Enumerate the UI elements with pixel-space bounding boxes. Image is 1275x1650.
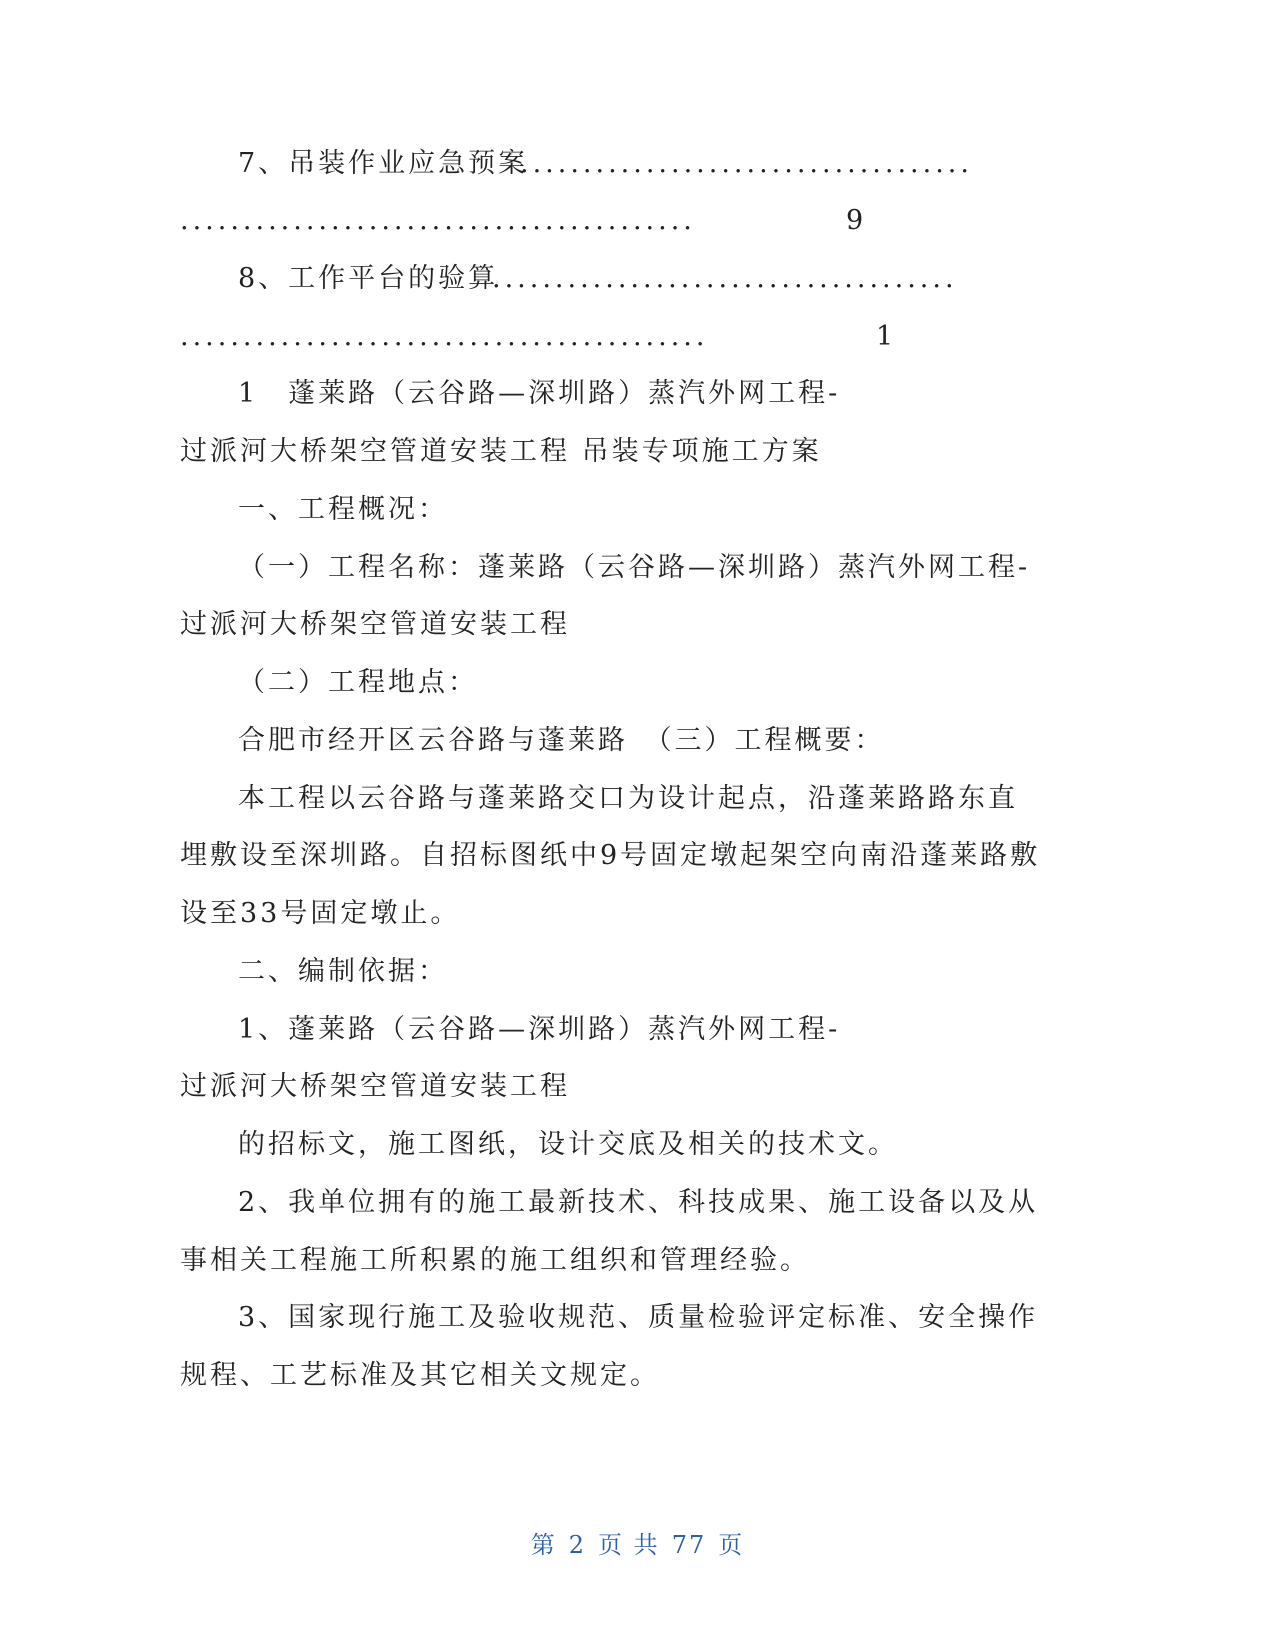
basis-item-1-line-3: 的招标文，施工图纸，设计交底及相关的技术文。 [238, 1129, 898, 1160]
toc-item-8-page-number: 1 [876, 321, 897, 352]
toc-item-7-leader-dots: .................................... [520, 148, 973, 179]
project-summary-line-3: 设至33号固定墩止。 [180, 898, 461, 929]
document-title-line-2: 过派河大桥架空管道安装工程 吊装专项施工方案 [180, 436, 822, 467]
section-2-heading: 二、编制依据： [238, 956, 448, 987]
basis-item-3-line-2: 规程、工艺标准及其它相关文规定。 [180, 1360, 660, 1391]
toc-item-7-page-number: 9 [846, 205, 867, 236]
toc-item-7-leader-dots-continued: ......................................... [180, 205, 696, 236]
project-name-line-2: 过派河大桥架空管道安装工程 [180, 609, 570, 640]
project-location-line: 合肥市经开区云谷路与蓬莱路 （三）工程概要： [238, 725, 885, 756]
toc-item-8-leader-dots: ..................................... [492, 263, 958, 294]
footer-current-page: 2 [568, 1531, 587, 1559]
project-location-heading: （二）工程地点： [238, 667, 478, 698]
project-summary-line-2: 埋敷设至深圳路。自招标图纸中9号固定墩起架空向南沿蓬莱路敷 [180, 840, 1041, 871]
basis-item-1-line-1: 1、蓬莱路（云谷路—深圳路）蒸汽外网工程- [238, 1014, 841, 1045]
toc-item-7-label: 7、吊装作业应急预案 [238, 148, 529, 179]
footer-middle: 页 共 [598, 1531, 660, 1559]
project-summary-line-1: 本工程以云谷路与蓬莱路交口为设计起点，沿蓬莱路路东直 [238, 783, 1018, 814]
project-name-line-1: （一）工程名称：蓬莱路（云谷路—深圳路）蒸汽外网工程- [238, 552, 1031, 583]
footer-total-pages: 77 [671, 1531, 707, 1559]
toc-item-8-label: 8、工作平台的验算 [238, 263, 499, 294]
page-footer [0, 1525, 1275, 1560]
footer-suffix: 页 [718, 1531, 745, 1559]
basis-item-2-line-1: 2、我单位拥有的施工最新技术、科技成果、施工设备以及从 [238, 1187, 1039, 1218]
basis-item-2-line-2: 事相关工程施工所积累的施工组织和管理经验。 [180, 1245, 810, 1276]
section-1-heading: 一、工程概况： [238, 494, 448, 525]
toc-item-8-leader-dots-continued: .......................................... [180, 321, 709, 352]
document-title-line-1: 1 蓬莱路（云谷路—深圳路）蒸汽外网工程- [238, 378, 841, 409]
basis-item-1-line-2: 过派河大桥架空管道安装工程 [180, 1071, 570, 1102]
footer-prefix: 第 [530, 1531, 557, 1559]
basis-item-3-line-1: 3、国家现行施工及验收规范、质量检验评定标准、安全操作 [238, 1302, 1039, 1333]
